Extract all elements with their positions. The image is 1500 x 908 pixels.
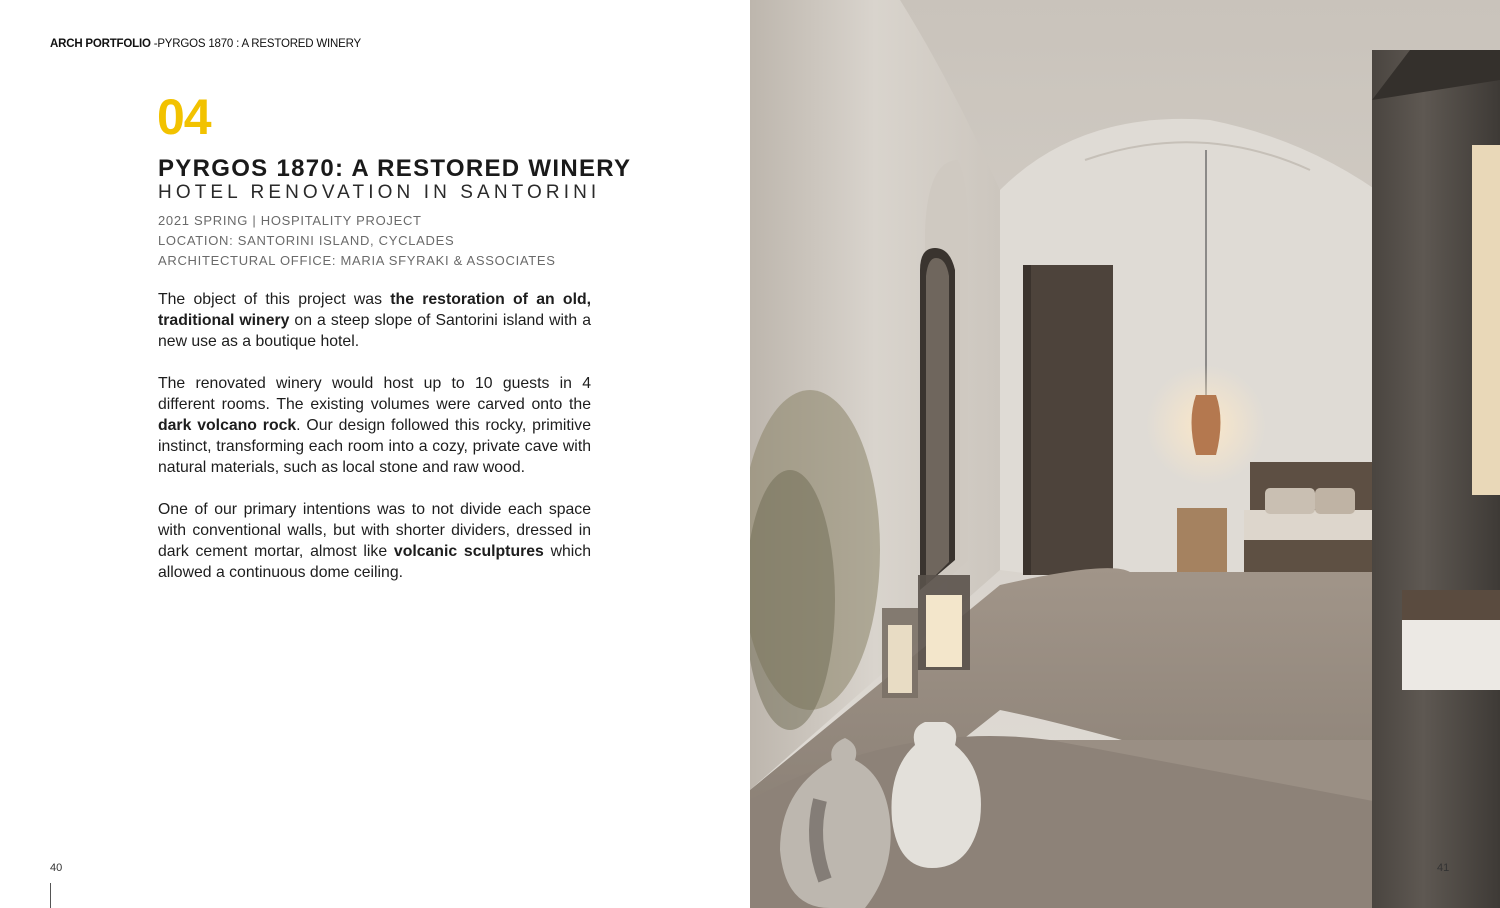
wardrobe-edge [1023, 265, 1031, 575]
paragraph-3 [158, 499, 591, 583]
project-meta [158, 211, 556, 270]
page-number-left: 40 [50, 862, 63, 874]
project-subtitle: HOTEL RENOVATION IN SANTORINI [158, 182, 601, 203]
p3-text-a: One of our primary intentions was to not divide each space with conventional walls, but with shorter dividers, dressed in dark cement mortar, almost like [158, 501, 591, 560]
project-number: 04 [157, 89, 211, 145]
header-project: PYRGOS 1870 : A RESTORED WINERY [157, 38, 361, 50]
page-number-right: 41 [1437, 862, 1450, 874]
interior-render [750, 0, 1500, 908]
body-text [158, 289, 591, 604]
p2-text-c: . Our design followed this rocky, primitive instinct, transforming each room into a cozy, private cave with natural materials, such as local stone and raw wood. [158, 417, 591, 476]
p3-bold: volcanic sculptures [393, 543, 544, 560]
p2-bold: dark volcano rock [158, 417, 297, 434]
paragraph-1 [158, 289, 591, 352]
running-header [50, 38, 361, 50]
bed-pillow [1265, 488, 1315, 514]
mirror-glass [926, 258, 949, 585]
p3-text-c: which allowed a continuous dome ceiling. [158, 543, 591, 581]
p1-text-a: The object of this project was [158, 291, 391, 308]
side-table [1177, 508, 1227, 580]
basin-top [1402, 590, 1500, 620]
pendant-lamp [1192, 395, 1221, 455]
meta-office: ARCHITECTURAL OFFICE: MARIA SFYRAKI & ASSOCIATES [158, 252, 556, 268]
p1-bold: the restoration of an old, traditional winery [158, 291, 591, 329]
interior-render-image [750, 0, 1500, 908]
paragraph-2 [158, 373, 591, 478]
header-separator: - [150, 38, 158, 50]
meta-location: LOCATION: SANTORINI ISLAND, CYCLADES [158, 232, 455, 248]
page-rule [50, 883, 51, 908]
p2-text-a: The renovated winery would host up to 10 guests in 4 different rooms. The existing volumes were carved onto the [158, 375, 591, 413]
backlit-mirror [1472, 145, 1500, 495]
meta-date: 2021 SPRING | HOSPITALITY PROJECT [158, 213, 422, 228]
candle-large [926, 595, 962, 667]
header-section: ARCH PORTFOLIO [50, 38, 151, 50]
p1-text-c: on a steep slope of Santorini island with a new use as a boutique hotel. [158, 312, 591, 350]
bed-pillow-2 [1315, 488, 1355, 514]
project-title: PYRGOS 1870: A RESTORED WINERY [158, 155, 632, 182]
candle-small [888, 625, 912, 693]
wardrobe [1023, 265, 1113, 575]
